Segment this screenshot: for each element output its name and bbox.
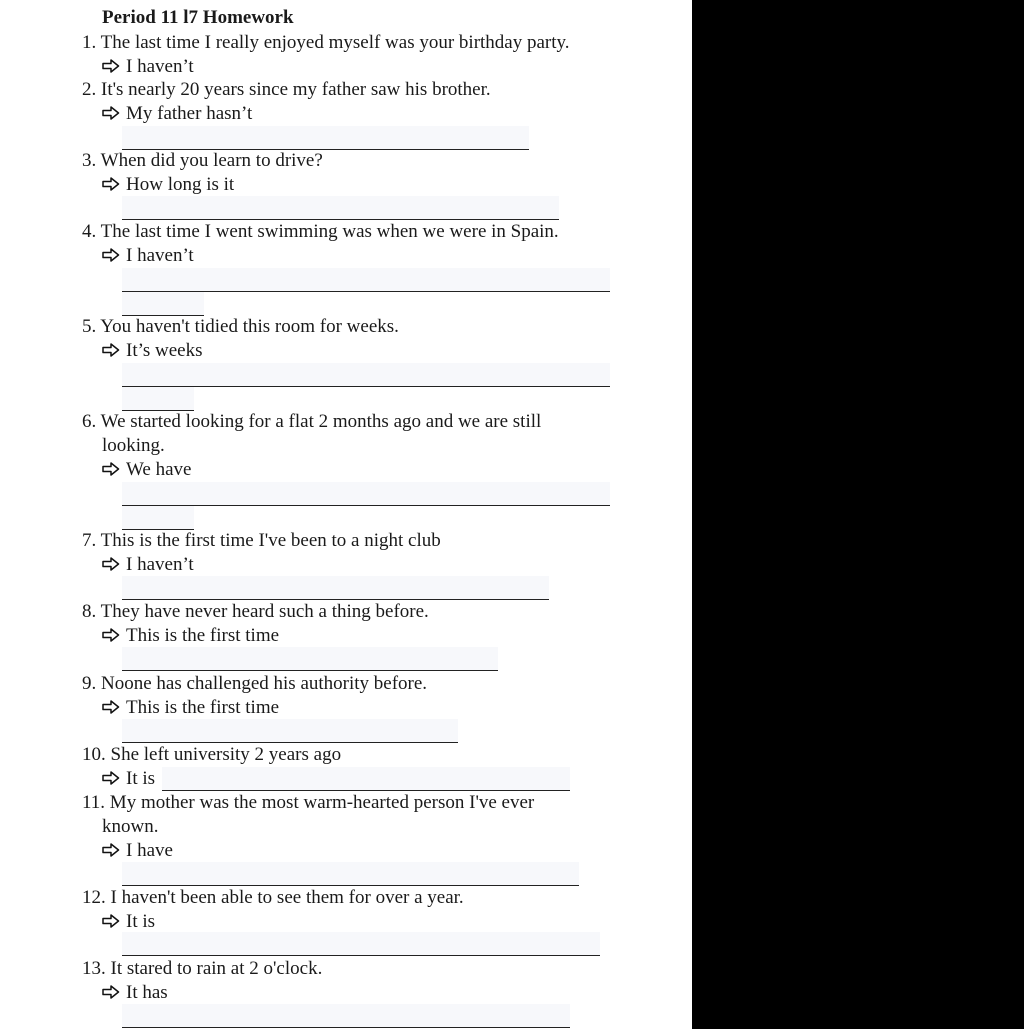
question-text: The last time I really enjoyed myself was your birthday party. (100, 32, 570, 53)
answer-prompt-10 (102, 768, 155, 790)
answer-prompt-3 (102, 174, 234, 196)
answer-blank-4-continued[interactable] (122, 292, 204, 316)
question-number: 8. (82, 601, 97, 622)
question-number: 4. (82, 221, 97, 242)
answer-prompt-9 (102, 697, 279, 719)
question-5 (82, 316, 399, 338)
prompt-text: It’s weeks (126, 340, 203, 361)
question-9 (82, 673, 427, 695)
question-text: We started looking for a flat 2 months ago and we are still (100, 411, 542, 432)
answer-prompt-11 (102, 840, 173, 862)
question-text: known. (102, 816, 159, 837)
question-text: looking. (102, 435, 165, 456)
question-text: I haven't been able to see them for over a year. (110, 887, 464, 908)
question-number: 5. (82, 316, 97, 337)
prompt-text: My father hasn’t (126, 103, 253, 124)
arrow-right-icon (102, 248, 120, 262)
answer-prompt-13 (102, 982, 168, 1004)
answer-prompt-12 (102, 911, 155, 933)
answer-blank-8[interactable] (122, 647, 498, 671)
question-4 (82, 221, 559, 243)
question-number: 7. (82, 530, 97, 551)
arrow-right-icon (102, 343, 120, 357)
prompt-text: This is the first time (126, 697, 280, 718)
answer-blank-2[interactable] (122, 126, 529, 150)
prompt-text: I haven’t (126, 56, 194, 77)
question-number: 13. (82, 958, 106, 979)
arrow-right-icon (102, 177, 120, 191)
prompt-text: I haven’t (126, 245, 194, 266)
answer-blank-7[interactable] (122, 576, 549, 600)
question-number: 2. (82, 79, 97, 100)
answer-blank-6[interactable] (122, 482, 610, 506)
question-number: 9. (82, 673, 97, 694)
question-number: 11. (82, 792, 106, 813)
arrow-right-icon (102, 914, 120, 928)
question-text: It's nearly 20 years since my father saw his brother. (101, 79, 491, 100)
question-11 (82, 792, 534, 814)
prompt-text: It is (126, 911, 156, 932)
arrow-right-icon (102, 628, 120, 642)
question-number: 6. (82, 411, 97, 432)
answer-prompt-7 (102, 554, 194, 576)
prompt-text: I have (126, 840, 173, 861)
answer-blank-10[interactable] (162, 767, 570, 791)
question-13 (82, 958, 322, 980)
question-text: This is the first time I've been to a night club (100, 530, 441, 551)
question-3 (82, 150, 323, 172)
question-6-continued (102, 435, 165, 457)
question-number: 3. (82, 150, 97, 171)
prompt-text: It is (126, 768, 156, 789)
answer-prompt-2 (102, 103, 252, 125)
answer-blank-11[interactable] (122, 862, 579, 886)
arrow-right-icon (102, 700, 120, 714)
worksheet-title: Period 11 l7 Homework (102, 7, 294, 28)
question-text: The last time I went swimming was when we were in Spain. (100, 221, 559, 242)
prompt-text: This is the first time (126, 625, 280, 646)
arrow-right-icon (102, 59, 120, 73)
question-number: 1. (82, 32, 97, 53)
answer-prompt-6 (102, 459, 191, 481)
question-text: My mother was the most warm-hearted person I've ever (109, 792, 535, 813)
arrow-right-icon (102, 771, 120, 785)
question-text: When did you learn to drive? (100, 150, 323, 171)
prompt-text: I haven’t (126, 554, 194, 575)
answer-blank-12[interactable] (122, 932, 600, 956)
answer-blank-13[interactable] (122, 1004, 570, 1028)
question-1 (82, 32, 570, 54)
question-text: They have never heard such a thing before. (100, 601, 429, 622)
arrow-right-icon (102, 557, 120, 571)
answer-prompt-5 (102, 340, 203, 362)
question-10 (82, 744, 341, 766)
question-6 (82, 411, 541, 433)
answer-prompt-1 (102, 56, 194, 78)
question-text: You haven't tidied this room for weeks. (100, 316, 399, 337)
answer-blank-4[interactable] (122, 268, 610, 292)
question-text: Noone has challenged his authority before. (101, 673, 428, 694)
answer-blank-9[interactable] (122, 719, 458, 743)
arrow-right-icon (102, 106, 120, 120)
question-number: 12. (82, 887, 106, 908)
answer-blank-6-continued[interactable] (122, 506, 194, 530)
question-text: It stared to rain at 2 o'clock. (110, 958, 323, 979)
question-8 (82, 601, 429, 623)
question-number: 10. (82, 744, 106, 765)
black-margin (692, 0, 1024, 1029)
answer-prompt-4 (102, 245, 194, 267)
prompt-text: How long is it (126, 174, 235, 195)
question-11-continued (102, 816, 158, 838)
prompt-text: We have (126, 459, 192, 480)
answer-prompt-8 (102, 625, 279, 647)
question-7 (82, 530, 441, 552)
question-12 (82, 887, 464, 909)
prompt-text: It has (126, 982, 168, 1003)
question-text: She left university 2 years ago (110, 744, 342, 765)
answer-blank-3[interactable] (122, 196, 559, 220)
arrow-right-icon (102, 985, 120, 999)
arrow-right-icon (102, 843, 120, 857)
answer-blank-5[interactable] (122, 363, 610, 387)
arrow-right-icon (102, 462, 120, 476)
question-2 (82, 79, 491, 101)
answer-blank-5-continued[interactable] (122, 387, 194, 411)
